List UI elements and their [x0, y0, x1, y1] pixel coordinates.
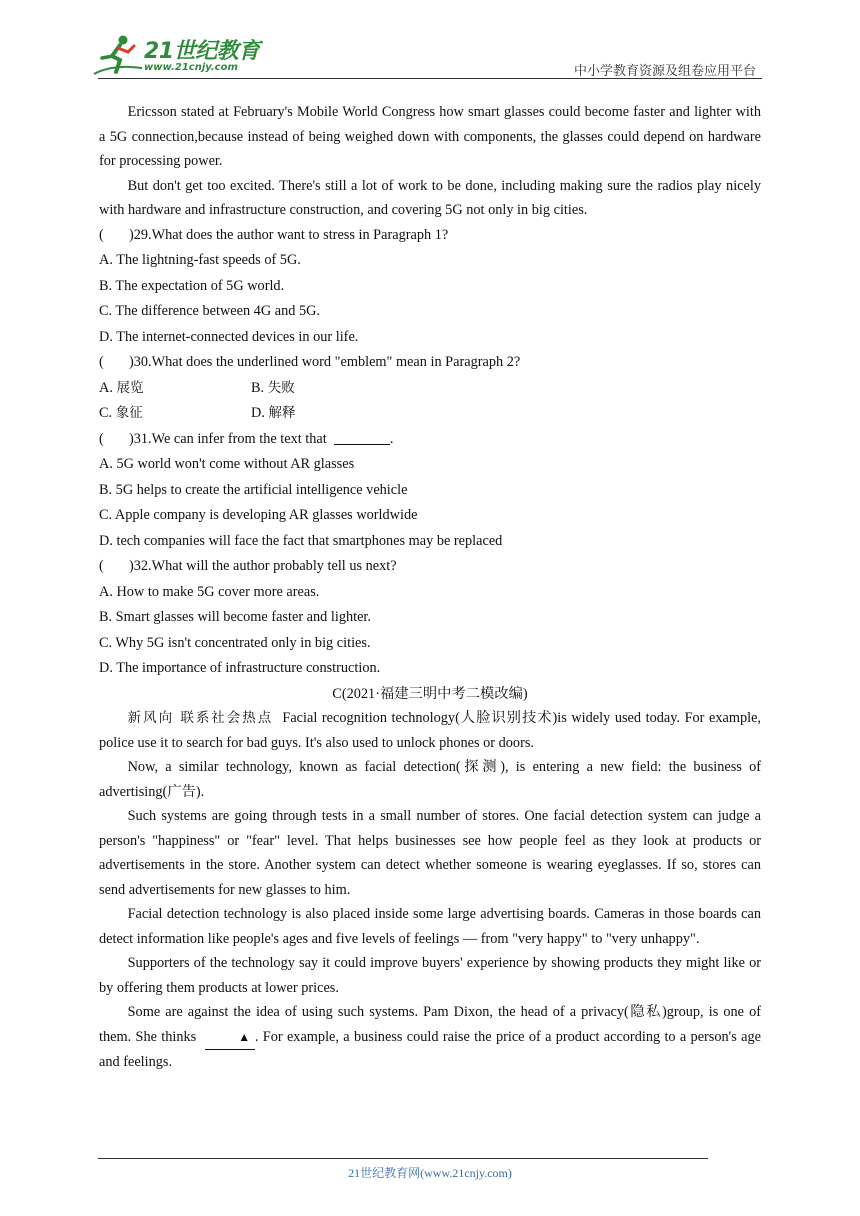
- option: 展览: [116, 379, 144, 396]
- paragraph-text: . For example, a business could raise the price of a product according to a person's age and feelings.: [99, 1028, 761, 1070]
- option-row: [99, 376, 761, 402]
- option-row: [99, 401, 761, 427]
- option-key: C.: [99, 405, 113, 421]
- logo-text: 21世纪教育: [144, 39, 260, 64]
- answer-paren: (: [99, 430, 104, 447]
- option: D. The internet-connected devices in our life.: [99, 328, 359, 345]
- header-divider: [98, 78, 762, 79]
- paragraph: Ericsson stated at February's Mobile World Congress how smart glasses could become faster and lighter with a 5G connection,because instead of being weighed down with components, the glasses could depend on hardware for processing power.: [99, 104, 761, 169]
- option: 解释: [268, 405, 296, 421]
- option: D. tech companies will face the fact that smartphones may be replaced: [99, 532, 503, 549]
- paragraph: Facial detection technology is also placed inside some large advertising boards. Cameras in those boards can detect information like people's ages and five levels of feelings — from "very happy" to "very unhappy".: [99, 906, 761, 947]
- question-stem-end: .: [389, 430, 394, 447]
- footer-text: 21世纪教育网(www.21cnjy.com): [348, 1166, 512, 1180]
- paragraph: [99, 1000, 761, 1075]
- paragraph-text: Facial recognition technology(人脸识别技术)is widely used today. For example, police use it to search for bad guys. It's also used to unlock phones or doors.: [99, 710, 761, 751]
- question-stem: )31.We can infer from the text that: [129, 430, 327, 447]
- option: C. Why 5G isn't concentrated only in big cities.: [99, 634, 371, 651]
- runner-logo-icon: [92, 34, 144, 78]
- option-key: D.: [251, 405, 265, 421]
- question-32: [99, 554, 761, 580]
- option: A. 5G world won't come without AR glasses: [99, 456, 355, 472]
- question-31: [99, 427, 761, 453]
- section-heading: C(2021·福建三明中考二模改编): [332, 685, 528, 702]
- paragraph: But don't get too excited. There's still a lot of work to be done, including making sure the radios play nicely with hardware and infrastructure construction, and covering 5G not only in big cities.: [99, 177, 761, 218]
- answer-paren: (: [99, 226, 104, 243]
- logo: [92, 34, 262, 80]
- question-stem: )29.What does the author want to stress in Paragraph 1?: [129, 226, 449, 243]
- logo-url: www.21cnjy.com: [144, 62, 238, 73]
- option: C. The difference between 4G and 5G.: [99, 303, 320, 319]
- option-key: B.: [251, 379, 265, 396]
- page-header: [0, 0, 860, 80]
- option: C. Apple company is developing AR glasses worldwide: [99, 507, 418, 523]
- platform-name: 中小学教育资源及组卷应用平台: [573, 64, 756, 79]
- answer-blank: [334, 430, 390, 445]
- paragraph: Now, a similar technology, known as facial detection(探测), is entering a new field: the business of advertising(广告).: [99, 759, 761, 800]
- answer-paren: (: [99, 354, 104, 370]
- option: 失败: [267, 379, 295, 396]
- option: B. The expectation of 5G world.: [99, 277, 285, 294]
- topic-tag: 新风向 联系社会热点: [127, 710, 274, 726]
- paragraph: Supporters of the technology say it could improve buyers' experience by showing products they might like or by offering them products at lower prices.: [99, 955, 761, 996]
- question-stem: )32.What will the author probably tell us next?: [129, 558, 397, 574]
- paragraph: [99, 706, 761, 755]
- option: A. The lightning-fast speeds of 5G.: [99, 252, 301, 268]
- paragraph-text: Some are against the idea of using such systems. Pam Dixon, the head of a privacy(隐私)group, is one of them. She thinks: [99, 1004, 761, 1045]
- option: B. Smart glasses will become faster and lighter.: [99, 609, 371, 625]
- document-body: [99, 100, 761, 1075]
- answer-blank: ▲: [205, 1025, 255, 1051]
- option: 象征: [115, 405, 143, 421]
- question-stem: )30.What does the underlined word "emblem" mean in Paragraph 2?: [129, 354, 521, 370]
- question-29: [99, 223, 761, 249]
- option: B. 5G helps to create the artificial intelligence vehicle: [99, 481, 408, 498]
- option: A. How to make 5G cover more areas.: [99, 583, 320, 600]
- footer-divider: [98, 1158, 708, 1159]
- option: D. The importance of infrastructure construction.: [99, 660, 381, 676]
- paragraph: Such systems are going through tests in a small number of stores. One facial detection system can judge a person's "happiness" or "fear" level. That helps businesses see how people feel as they look at products or advertisements in the store. Another system can detect whether someone is wearing eyeglasses. If so, stores can send advertisements for new glasses to him.: [99, 808, 761, 898]
- option-key: A.: [99, 379, 113, 396]
- question-30: [99, 350, 761, 376]
- answer-paren: (: [99, 558, 104, 574]
